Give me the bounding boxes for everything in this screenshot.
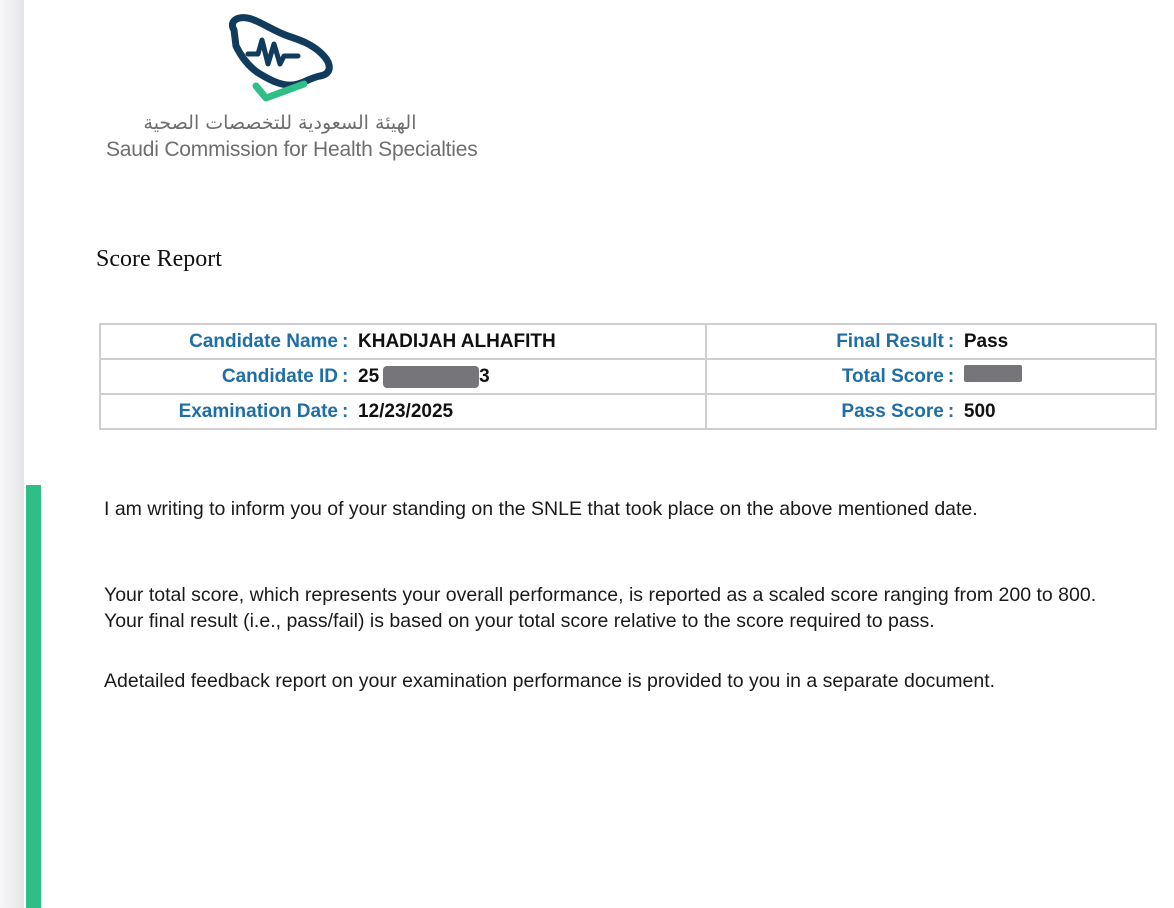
table-row	[100, 324, 1156, 359]
organization-name-english: Saudi Commission for Health Specialties	[106, 138, 478, 161]
feedback-paragraph: Adetailed feedback report on your examination performance is provided to you in a separate document.	[104, 670, 996, 692]
examination-date-cell	[100, 394, 706, 429]
standing-paragraph: I am writing to inform you of your standing on the SNLE that took place on the above mentioned date.	[104, 498, 978, 520]
examination-date-label: Examination Date	[178, 400, 338, 422]
final-result-value: Pass	[963, 330, 1009, 352]
final-result-label: Final Result	[836, 330, 944, 352]
label-separator: :	[947, 330, 955, 352]
candidate-name-label: Candidate Name	[189, 330, 338, 352]
report-title: Score Report	[96, 246, 222, 272]
candidate-info-table	[99, 323, 1157, 430]
examination-date-value: 12/23/2025	[358, 400, 454, 422]
pass-score-value: 500	[963, 400, 996, 422]
viewer-left-edge	[0, 0, 24, 908]
label-separator: :	[947, 365, 955, 387]
scaled-score-paragraph: Your total score, which represents your overall performance, is reported as a scaled score ranging from 200 to 800. Your final result (i.e., pass/fail) is based on your total score relative to the score required to pass.	[104, 584, 1097, 632]
pass-score-cell	[706, 394, 1156, 429]
total-score-redaction	[964, 365, 1022, 382]
green-accent-bar	[26, 485, 41, 908]
total-score-label: Total Score	[841, 365, 944, 387]
candidate-name-cell	[100, 324, 706, 359]
table-row	[100, 394, 1156, 429]
candidate-name-value: KHADIJAH ALHAFITH	[358, 330, 556, 352]
schs-logo-icon	[222, 10, 338, 110]
final-result-cell	[706, 324, 1156, 359]
table-row	[100, 359, 1156, 394]
candidate-id-suffix: 3	[479, 365, 490, 387]
organization-name-arabic: الهيئة السعودية للتخصصات الصحية	[143, 112, 417, 134]
label-separator: :	[342, 365, 349, 387]
candidate-id-redaction	[379, 366, 503, 388]
candidate-id-cell	[100, 359, 706, 394]
label-separator: :	[342, 330, 349, 352]
label-separator: :	[947, 400, 955, 422]
label-separator: :	[342, 400, 349, 422]
candidate-id-prefix: 25	[358, 365, 380, 387]
pass-score-label: Pass Score	[841, 400, 944, 422]
candidate-id-label: Candidate ID	[221, 365, 338, 387]
redaction-blur	[383, 366, 479, 388]
total-score-cell	[706, 359, 1156, 394]
